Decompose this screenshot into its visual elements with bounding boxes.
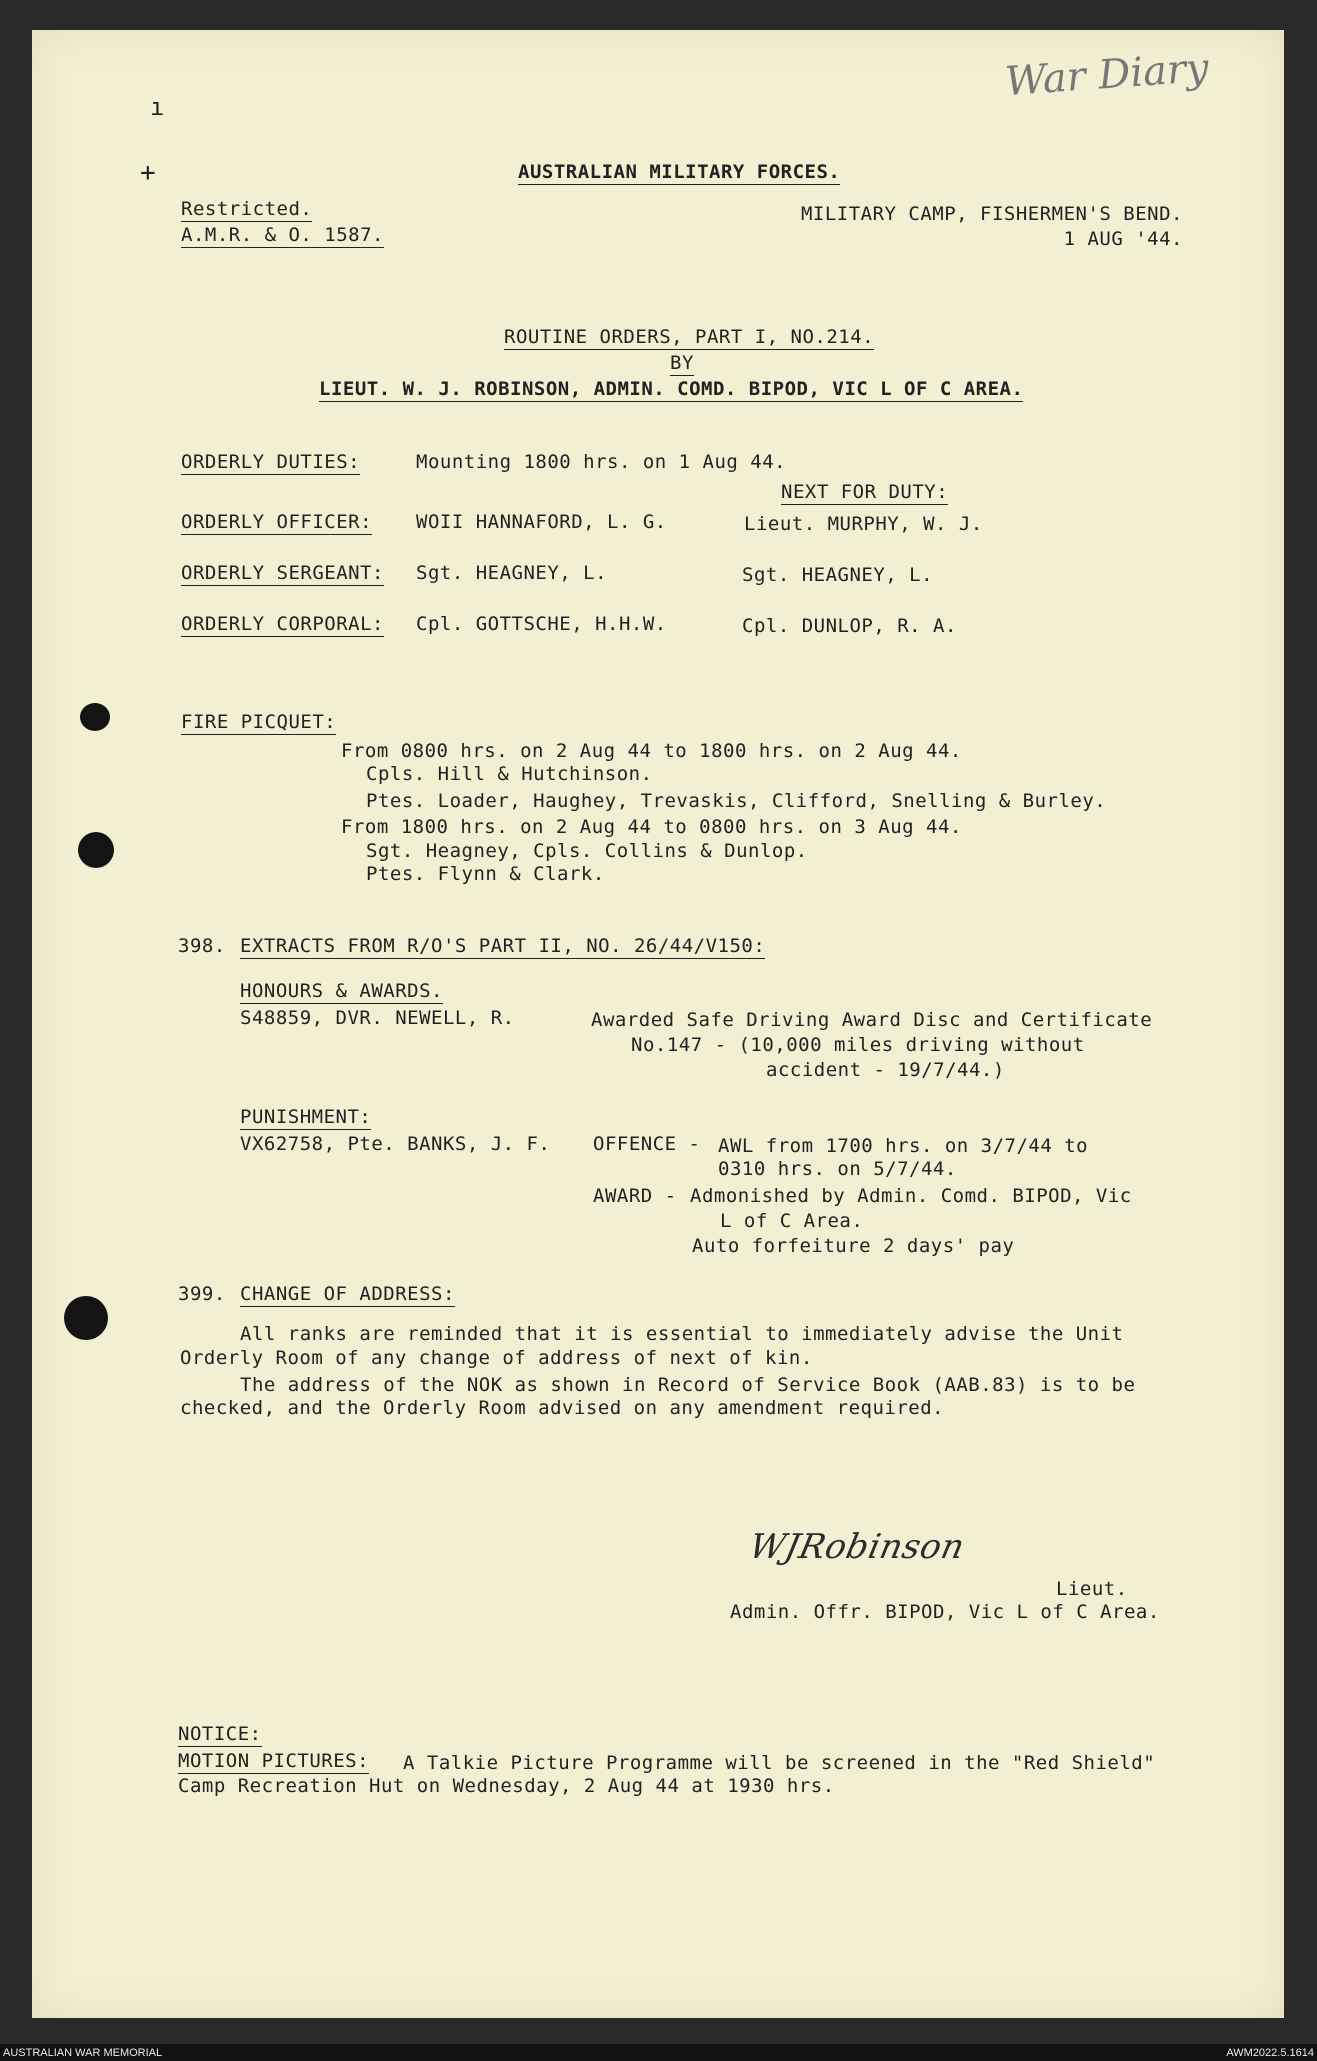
handwritten-signature: WJRobinson	[745, 1527, 969, 1567]
next-for-duty-heading: NEXT FOR DUTY:	[781, 481, 949, 503]
mounting-time: Mounting 1800 hrs. on 1 Aug 44.	[416, 451, 787, 473]
restricted-label: Restricted.	[181, 198, 313, 220]
handwritten-note: War Diary	[1003, 44, 1211, 106]
document-title: AUSTRALIAN MILITARY FORCES.	[518, 161, 841, 183]
orderly-corporal-next: Cpl. DUNLOP, R. A.	[742, 615, 957, 637]
notice-line: A Talkie Picture Programme will be screened in the "Red Shield"	[403, 1752, 1156, 1774]
punch-hole-top	[80, 703, 110, 731]
orderly-sergeant-next: Sgt. HEAGNEY, L.	[742, 564, 934, 586]
award-line: Admonished by Admin. Comd. BIPOD, Vic	[690, 1185, 1132, 1207]
margin-mark: ı	[150, 93, 165, 121]
signatory-rank: Lieut.	[1056, 1578, 1128, 1600]
footer-institution: AUSTRALIAN WAR MEMORIAL	[3, 2047, 163, 2059]
orders-by: BY	[670, 352, 694, 374]
fire-picquet-line: Cpls. Hill & Hutchinson.	[366, 763, 653, 785]
orderly-officer-label: ORDERLY OFFICER:	[181, 511, 373, 533]
orderly-officer-next: Lieut. MURPHY, W. J.	[744, 513, 983, 535]
orderly-corporal-label: ORDERLY CORPORAL:	[181, 613, 384, 635]
orderly-sergeant-label: ORDERLY SERGEANT:	[181, 562, 384, 584]
orderly-corporal-current: Cpl. GOTTSCHE, H.H.W.	[416, 613, 667, 635]
punch-hole-bottom	[64, 1296, 108, 1340]
camp-location: MILITARY CAMP, FISHERMEN'S BEND.	[800, 203, 1183, 225]
orderly-officer-current: WOII HANNAFORD, L. G.	[416, 511, 667, 533]
honours-line: accident - 19/7/44.)	[766, 1059, 1005, 1081]
award-line: Auto forfeiture 2 days' pay	[692, 1235, 1015, 1257]
margin-mark: +	[140, 158, 157, 188]
orders-title: ROUTINE ORDERS, PART I, NO.214.	[504, 326, 875, 348]
fire-picquet-label: FIRE PICQUET:	[181, 711, 337, 733]
honours-line: Awarded Safe Driving Award Disc and Certificate	[591, 1009, 1153, 1031]
punch-hole-middle	[78, 832, 114, 868]
orderly-duties-label: ORDERLY DUTIES:	[181, 451, 361, 473]
fire-picquet-line: From 0800 hrs. on 2 Aug 44 to 1800 hrs. on 2 Aug 44.	[341, 740, 962, 762]
offence-line: 0310 hrs. on 5/7/44.	[718, 1158, 957, 1180]
honours-person: S48859, DVR. NEWELL, R.	[240, 1007, 515, 1029]
offence-line: AWL from 1700 hrs. on 3/7/44 to	[718, 1135, 1089, 1157]
item-398-number: 398.	[178, 935, 226, 957]
notice-subject: MOTION PICTURES:	[178, 1750, 370, 1772]
orderly-sergeant-current: Sgt. HEAGNEY, L.	[416, 562, 608, 584]
item-399-line: Orderly Room of any change of address of next of kin.	[180, 1347, 813, 1369]
footer-band	[0, 2044, 1317, 2061]
item-399-heading: CHANGE OF ADDRESS:	[240, 1283, 455, 1305]
item-399-line: The address of the NOK as shown in Record of Service Book (AAB.83) is to be	[240, 1374, 1136, 1396]
document-date: 1 AUG '44.	[1063, 228, 1183, 250]
footer-accession-number: AWM2022.5.1614	[1226, 2047, 1314, 2059]
fire-picquet-line: Ptes. Loader, Haughey, Trevaskis, Clifford, Snelling & Burley.	[366, 790, 1107, 812]
award-label: AWARD -	[593, 1185, 677, 1207]
orders-authority: LIEUT. W. J. ROBINSON, ADMIN. COMD. BIPOD, VIC L OF C AREA.	[319, 378, 1024, 400]
fire-picquet-line: Ptes. Flynn & Clark.	[366, 863, 605, 885]
item-398-heading: EXTRACTS FROM R/O'S PART II, NO. 26/44/V150:	[240, 935, 766, 957]
punishment-person: VX62758, Pte. BANKS, J. F.	[240, 1133, 551, 1155]
fire-picquet-line: Sgt. Heagney, Cpls. Collins & Dunlop.	[366, 840, 808, 862]
fire-picquet-line: From 1800 hrs. on 2 Aug 44 to 0800 hrs. on 3 Aug 44.	[341, 816, 962, 838]
signatory-title: Admin. Offr. BIPOD, Vic L of C Area.	[730, 1601, 1160, 1623]
item-399-number: 399.	[178, 1283, 226, 1305]
offence-label: OFFENCE -	[593, 1133, 701, 1155]
punishment-label: PUNISHMENT:	[240, 1106, 372, 1128]
notice-line: Camp Recreation Hut on Wednesday, 2 Aug 44 at 1930 hrs.	[178, 1775, 835, 1797]
award-line: L of C Area.	[720, 1210, 864, 1232]
honours-line: No.147 - (10,000 miles driving without	[631, 1034, 1085, 1056]
reference-label: A.M.R. & O. 1587.	[181, 224, 384, 246]
item-399-line: All ranks are reminded that it is essential to immediately advise the Unit	[240, 1323, 1124, 1345]
item-399-line: checked, and the Orderly Room advised on any amendment required.	[180, 1397, 945, 1419]
notice-label: NOTICE:	[178, 1723, 262, 1745]
honours-label: HONOURS & AWARDS.	[240, 980, 443, 1002]
